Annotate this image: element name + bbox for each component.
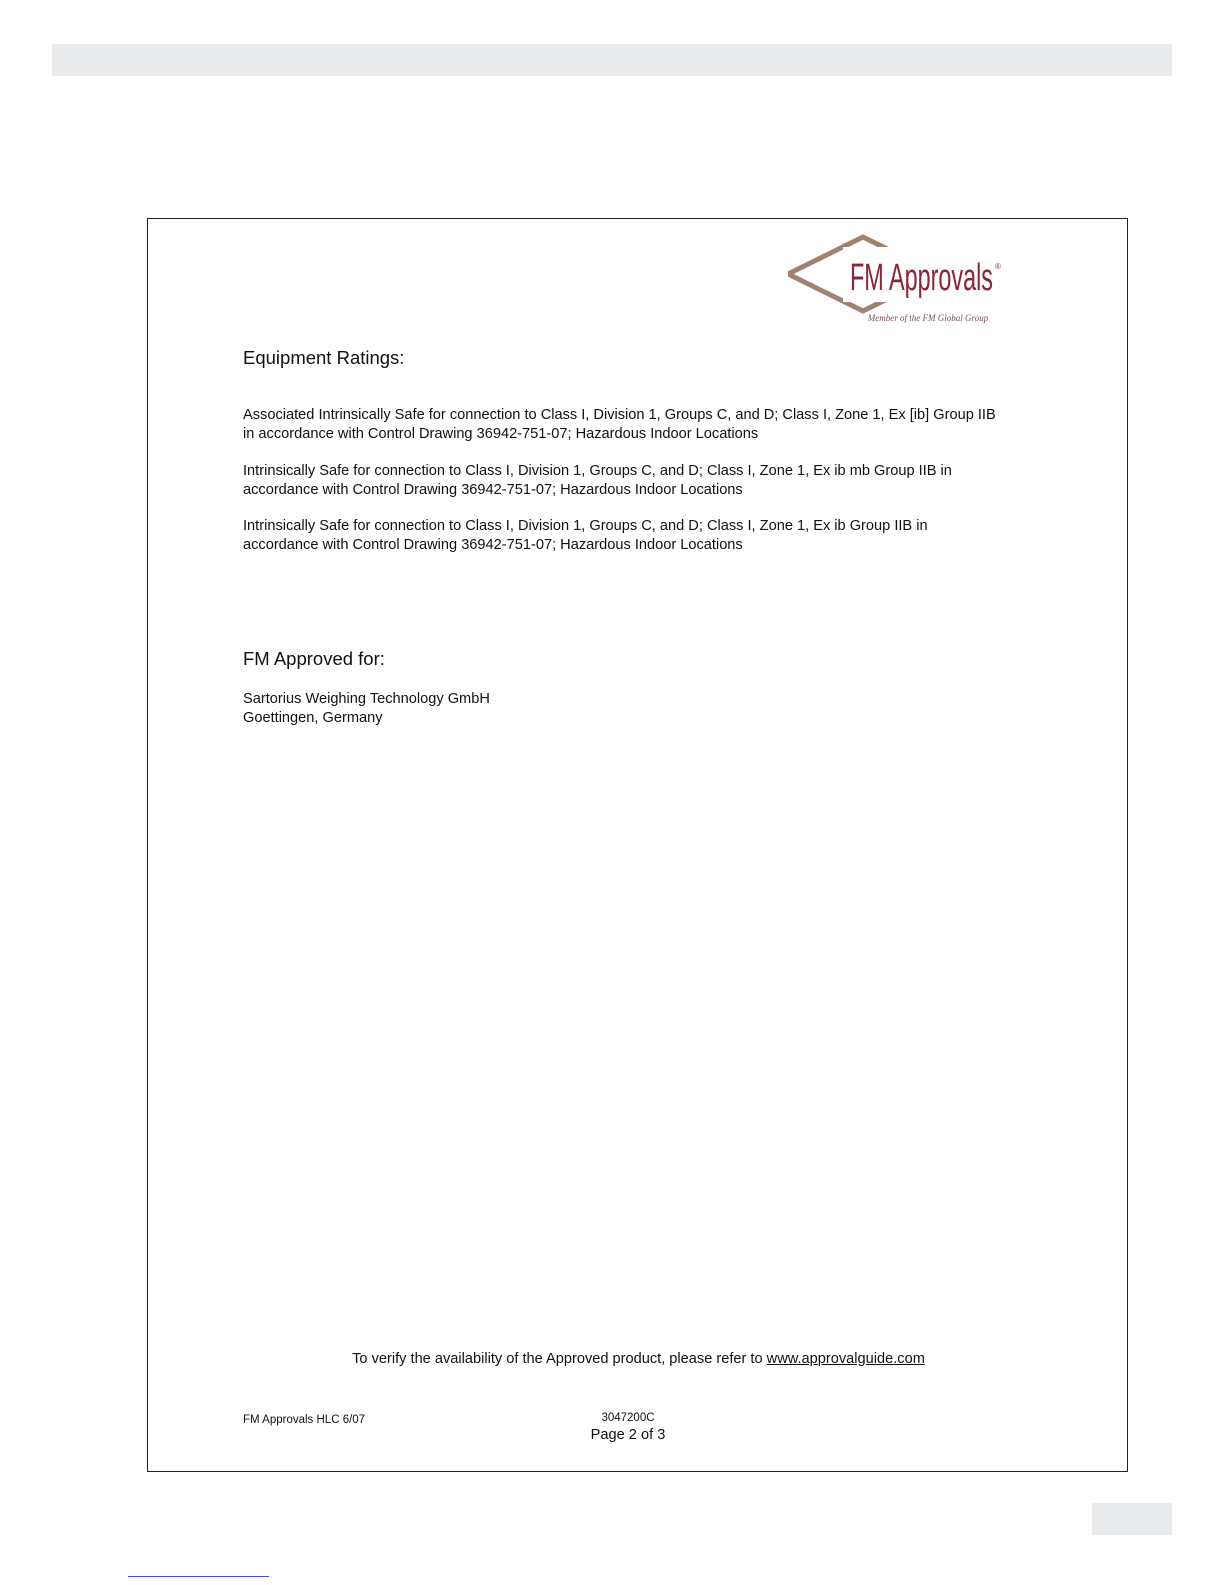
- rating-paragraph: Associated Intrinsically Safe for connection to Class I, Division 1, Groups C, and D; Class I, Zone 1, Ex [ib] Group IIB in accordance with Control Drawing 36942-751-07; Hazardous Indoor Locations: [243, 407, 996, 442]
- equipment-ratings-heading: Equipment Ratings:: [243, 347, 405, 368]
- form-id: FM Approvals HLC 6/07: [243, 1414, 366, 1426]
- certificate-number: 3047200C: [601, 1412, 655, 1424]
- logo-tagline: Member of the FM Global Group: [867, 313, 989, 323]
- top-banner: [52, 44, 1172, 76]
- svg-text:®: ®: [995, 262, 1001, 271]
- company-location: Goettingen, Germany: [243, 710, 383, 726]
- bottom-link-underline[interactable]: [128, 1576, 269, 1577]
- fm-approved-for-heading: FM Approved for:: [243, 648, 385, 669]
- verify-notice: [148, 1351, 1129, 1367]
- page-number-box: [1092, 1503, 1172, 1535]
- rating-paragraph: Intrinsically Safe for connection to Class I, Division 1, Groups C, and D; Class I, Zone 1, Ex ib Group IIB in accordance with Control Drawing 36942-751-07; Hazardous Indoor Locations: [243, 518, 928, 553]
- logo-wordmark: FM Approvals: [850, 257, 993, 299]
- rating-paragraph: Intrinsically Safe for connection to Class I, Division 1, Groups C, and D; Class I, Zone 1, Ex ib mb Group IIB in accordance with Control Drawing 36942-751-07; Hazardous Indoor Locations: [243, 463, 952, 498]
- company-name: Sartorius Weighing Technology GmbH: [243, 691, 490, 707]
- verify-text: To verify the availability of the Approved product, please refer to: [352, 1351, 767, 1367]
- approval-guide-link[interactable]: www.approvalguide.com: [766, 1351, 925, 1367]
- page-indicator: Page 2 of 3: [590, 1427, 666, 1443]
- certificate-page: [147, 218, 1128, 1472]
- manufacturer-address: [243, 690, 1003, 728]
